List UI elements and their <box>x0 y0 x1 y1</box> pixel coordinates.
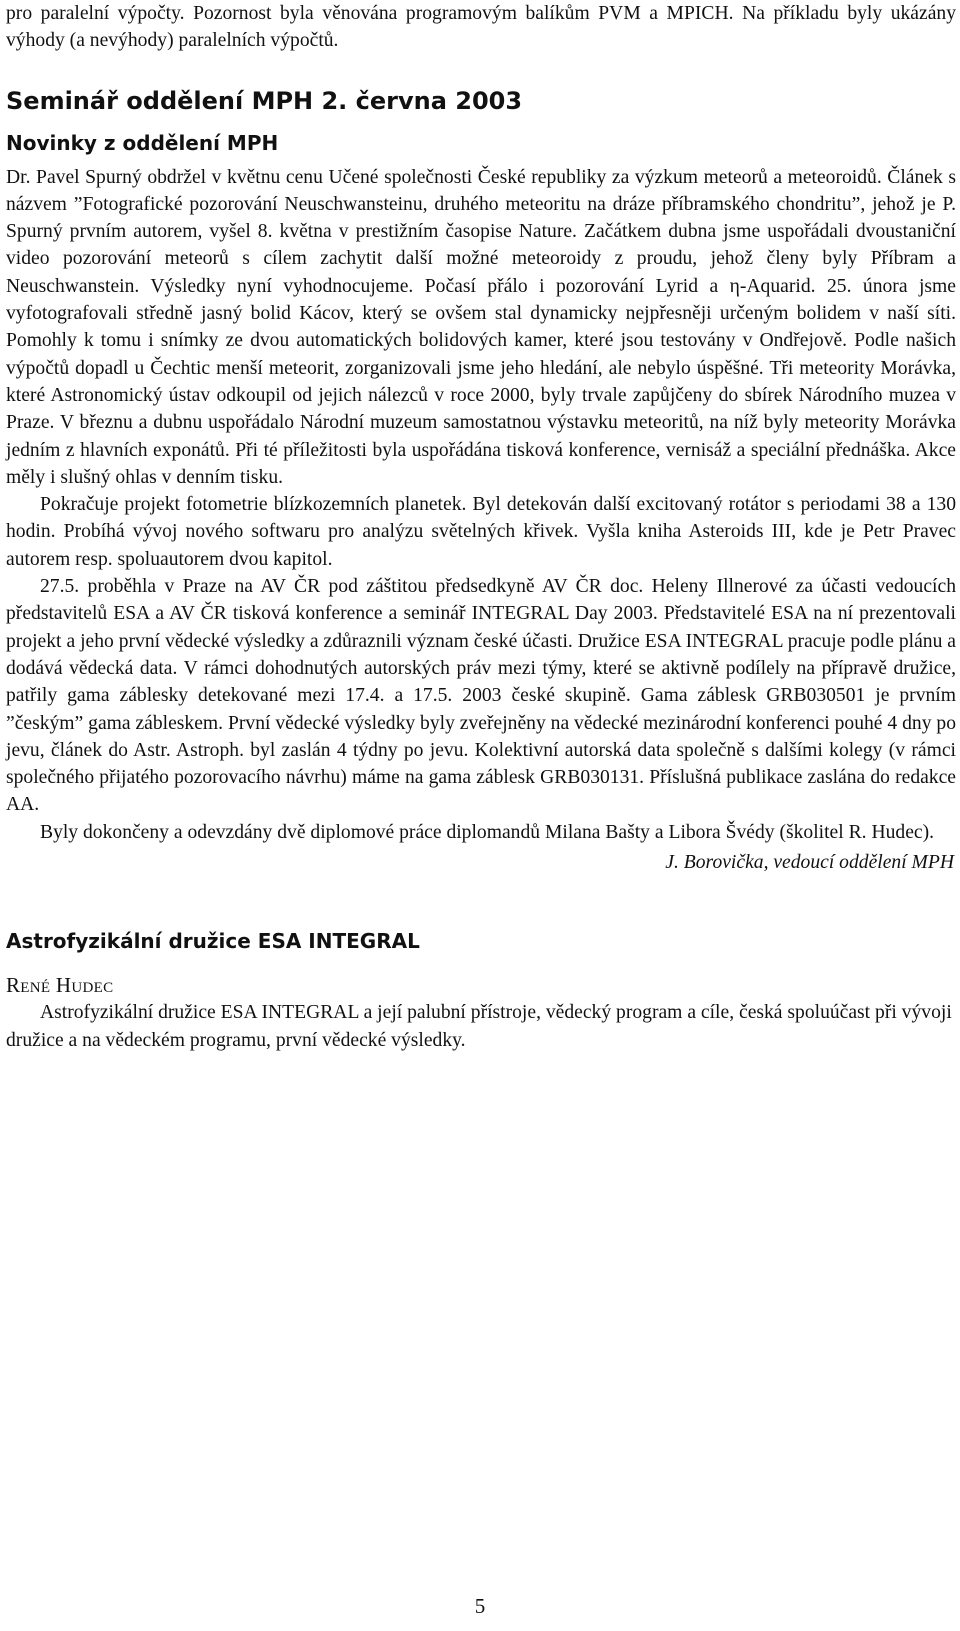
article-abstract: Astrofyzikální družice ESA INTEGRAL a její palubní přístroje, vědecký program a cíle, česká spoluúčast při vývoji družice a na vědeckém programu, první vědecké výsledky. <box>6 1002 952 1051</box>
document-page <box>6 0 956 1054</box>
news-paragraph-1: Dr. Pavel Spurný obdržel v květnu cenu Učené společnosti České republiky za výzkum meteorů a meteoroidů. Článek s názvem ”Fotografické pozorování Neuschwansteinu, druhého meteoritu na dráze příbramského chondritu”, jehož je P. Spurný prvním autorem, vyšel 8. května v prestižním časopise Nature. Začátkem dubna jsme uspořádali dvoustaniční video pozorování meteorů s cílem zachytit další možné meteoroidy z proudu, jehož členy byly Příbram a Neuschwanstein. Výsledky nyní vyhodnocujeme. Počasí přálo i pozorování Lyrid a η-Aquarid. 25. února jsme vyfotografovali středně jasný bolid Kácov, který se ovšem stal dynamicky nejpřesněji určeným bolidem v naší síti. Pomohly k tomu i snímky ze dvou automatických bolidových kamer, které jsou testovány v Ondřejově. Podle našich výpočtů dopadl u Čechtic menší meteorit, zorganizovali jsme jeho hledání, ale nebylo úspěšné. Tři meteority Morávka, které Astronomický ústav odkoupil od jejich nálezců v roce 2000, byly trvale zapůjčeny do sbírek Národního muzea v Praze. V březnu a dubnu uspořádalo Národní muzeum samostatnou výstavku meteoritů, na níž byly meteority Morávka jedním z hlavních exponátů. Při té příležitosti byla uspořádána tisková konference, vernisáž a speciální přednáška. Akce měly i slušný ohlas v denním tisku. <box>6 166 956 488</box>
news-paragraph-2: Pokračuje projekt fotometrie blízkozemních planetek. Byl detekován další excitovaný rotátor s periodami 38 a 130 hodin. Probíhá vývoj nového softwaru pro analýzu světelných křivek. Vyšla kniha Asteroids III, kde je Petr Pravec autorem resp. spoluautorem dvou kapitol. <box>6 494 956 570</box>
seminar-heading: Seminář oddělení MPH 2. června 2003 <box>6 86 523 115</box>
article-author: René Hudec <box>6 973 114 998</box>
news-heading: Novinky z oddělení MPH <box>6 130 279 155</box>
news-paragraph-3: 27.5. proběhla v Praze na AV ČR pod záštitou předsedkyně AV ČR doc. Heleny Illnerové za účasti vedoucích představitelů ESA a AV ČR tisková konference a seminář INTEGRAL Day 2003. Představitelé ESA na ní prezentovali projekt a jeho první vědecké výsledky a zdůraznili význam české účasti. Družice ESA INTEGRAL pracuje podle plánu a dodává vědecká data. V rámci dohodnutých autorských práv mezi týmy, které se aktivně podílely na přípravě družice, patřily gama záblesky detekované mezi 17.4. a 17.5. 2003 české skupině. Gama záblesk GRB030501 je prvním ”českým” gama zábleskem. První vědecké výsledky byly zveřejněny na vědecké mezinárodní konferenci pouhé 4 dny po jevu, článek do Astr. Astroph. byl zaslán 4 týdny po jevu. Kolektivní autorská data společně s dalšími kolegy (v rámci společného přijatého pozorovacího návrhu) máme na gama záblesk GRB030131. Příslušná publikace zaslána do redakce AA. <box>6 576 956 816</box>
article-heading: Astrofyzikální družice ESA INTEGRAL <box>6 929 420 954</box>
news-paragraph-4: Byly dokončeny a odevzdány dvě diplomové práce diplomandů Milana Bašty a Libora Švédy (školitel R. Hudec). <box>40 821 935 843</box>
page-number: 5 <box>474 1594 486 1618</box>
intro-paragraph: pro paralelní výpočty. Pozornost byla věnována programovým balíkům PVM a MPICH. Na příkladu byly ukázány výhody (a nevýhody) paralelních výpočtů. <box>6 3 956 52</box>
news-signature: J. Borovička, vedoucí oddělení MPH <box>665 852 954 874</box>
